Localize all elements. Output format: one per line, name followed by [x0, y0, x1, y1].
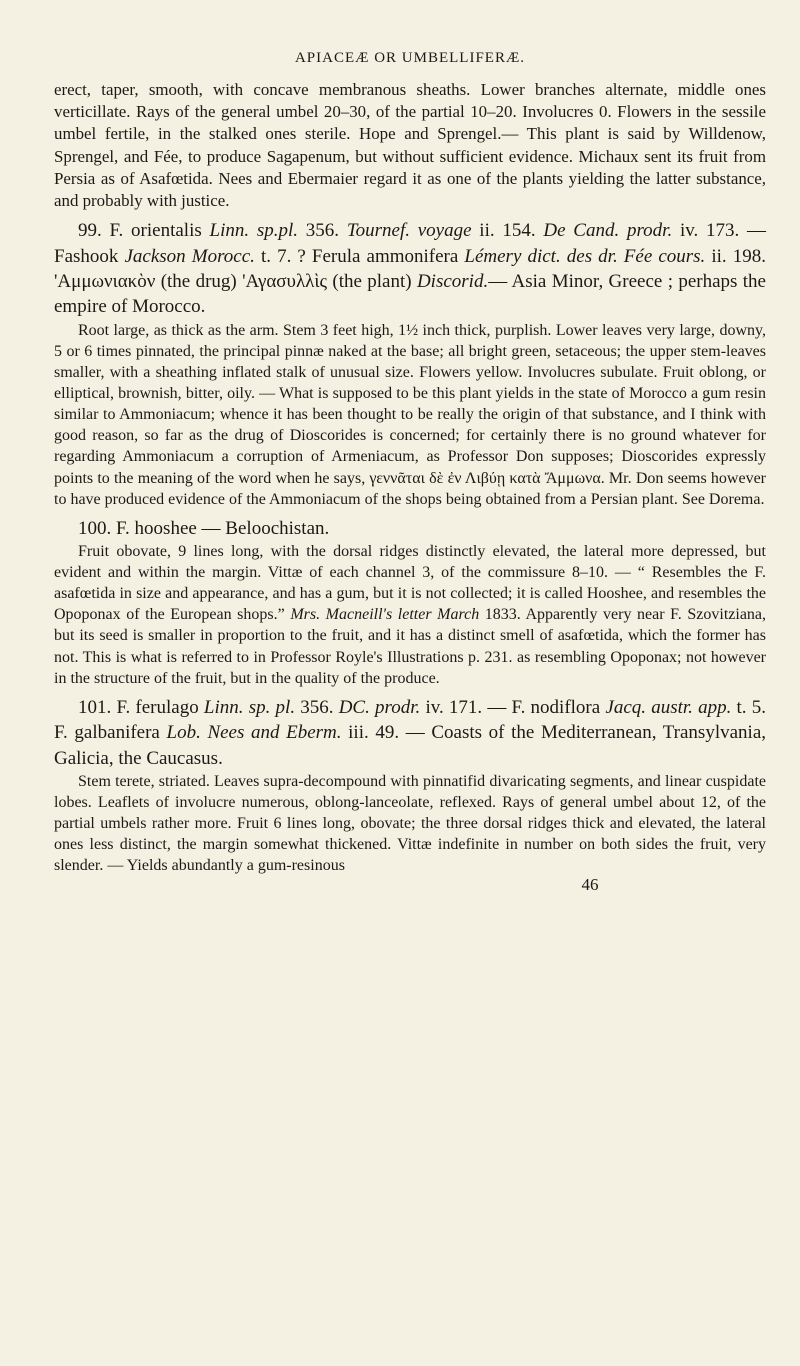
entry-101-heading-e: iv. 171. — F. nodiflora — [420, 696, 606, 718]
entry-101-heading-h: Lob. Nees and Eberm. — [166, 722, 342, 744]
entry-100-description-a: Fruit obovate, 9 lines long, with the dorsal ridges distinctly elevated, the lateral more depressed, but evident and within the margin. Vittæ of each channel 3, of the commissure 8–10. — “ Resembles the F. asafœtida in size and appearance, and has a gum, but it is not collected; it is called Hooshee, and resembles the Opoponax of the European shops.” — [54, 543, 766, 624]
entry-100-citation: Mrs. Macneill's letter March — [290, 606, 480, 624]
entry-99-heading-j: Lémery dict. des dr. Fée cours. — [464, 245, 706, 267]
entry-99-heading-m: — Asia Minor, Greece ; perhaps the empire of Morocco. — [54, 271, 766, 318]
entry-99-heading-i: t. 7. ? Ferula ammonifera — [254, 245, 465, 267]
entry-99-heading-l: Discorid. — [416, 271, 489, 293]
entry-99-heading-c: 356. — [298, 220, 347, 242]
entry-99-description: Root large, as thick as the arm. Stem 3 feet high, 1½ inch thick, purplish. Lower leaves very large, downy, 5 or 6 times pinnated, the principal pinnæ naked at the base; all bright green, setaceous; the upper stem-leaves smaller, with a sheathing inflated stalk of unusual size. Flowers yellow. Involucres subulate. Fruit oblong, or elliptical, brownish, bitter, oily. — What is supposed to be this plant yields in the state of Morocco a gum resin similar to Ammoniacum; whence it has been thought to be really the origin of that substance, and I think with good reason, so far as the drug of Dioscorides is concerned; for certainly there is no ground whatever for regarding Ammoniacum a corruption of Armeniacum, as Professor Don supposes; Dioscorides expressly points to the meaning of the word when he says, γεννᾶται δὲ ἐν Λιβύῃ κατὰ Ἄμμωνα. Mr. Don seems however to have produced evidence of the Ammoniacum of the shops being obtained from a Persian plant. See Dorema. — [54, 321, 766, 508]
entry-100-heading: 100. F. hooshee — Beloochistan. — [78, 517, 330, 539]
entry-101-heading-c: 356. — [295, 696, 339, 718]
intro-paragraph: erect, taper, smooth, with concave membranous sheaths. Lower branches alternate, middle ones verticillate. Rays of the general umbel 20–30, of the partial 10–20. Involucres 0. Flowers in the sessile umbel fertile, in the stalked ones sterile. Hope and Sprengel.— This plant is said by Willdenow, Sprengel, and Fée, to produce Sagapenum, but without sufficient evidence. Michaux sent its fruit from Persia as of Asafœtida. Nees and Ebermaier regard it as one of the plants yielding the latter substance, and probably with justice. — [54, 80, 766, 211]
entry-99-heading — [54, 218, 766, 320]
entry-99-heading-k: ii. 198. 'Αμμωνιακὸν (the drug) 'Αγασυλλὶς (the plant) — [54, 245, 767, 293]
entry-99-heading-g: iv. 173. — Fashook — [54, 220, 767, 267]
entry-99-heading-h: Jackson Morocc. — [124, 245, 255, 267]
entry-99-heading-b: Linn. sp.pl. — [209, 220, 299, 242]
entry-99-heading-f: De Cand. prodr. — [543, 220, 673, 242]
entry-99-heading-d: Tournef. voyage — [346, 220, 472, 242]
entry-100-description — [54, 541, 766, 689]
entry-101-heading-b: Linn. sp. pl. — [203, 696, 296, 718]
entry-101-heading-a: 101. F. ferulago — [78, 696, 204, 718]
entry-100-description-b: 1833. Apparently very near F. Szovitziana, but its seed is smaller in proportion to the fruit, and it has a distinct smell of asafœtida, which the former has not. This is what is referred to in Professor Royle's Illustrations p. 231. as resembling Opoponax; not however in the structure of the fruit, but in the quality of the produce. — [54, 606, 767, 687]
entry-101-heading-i: iii. 49. — Coasts of the Mediterranean, Transylvania, Galicia, the Caucasus. — [54, 722, 767, 769]
page-number: 46 — [581, 875, 599, 895]
entry-99-heading-e: ii. 154. — [471, 220, 544, 242]
entry-101-description: Stem terete, striated. Leaves supra-decompound with pinnatifid divaricating segments, and linear cuspidate lobes. Leaflets of involucre numerous, oblong-lanceolate, reflexed. Rays of general umbel about 12, of the partial umbels rather more. Fruit 6 lines long, obovate; the three dorsal ridges thick and elevated, the lateral ones less distinct, the margin somewhat thickened. Vittæ indefinite in number on both sides the fruit, very slender. — Yields abundantly a gum-resinous — [54, 772, 766, 875]
running-header: APIACEÆ OR UMBELLIFERÆ. — [294, 50, 526, 66]
page — [54, 50, 766, 894]
entry-101-heading — [54, 695, 766, 771]
entry-101-heading-f: Jacq. austr. app. — [605, 696, 732, 718]
entry-99-heading-a: 99. F. orientalis — [78, 220, 210, 242]
entry-101-heading-g: t. 5. F. galbanifera — [54, 696, 766, 744]
entry-101-heading-d: DC. prodr. — [338, 696, 421, 718]
